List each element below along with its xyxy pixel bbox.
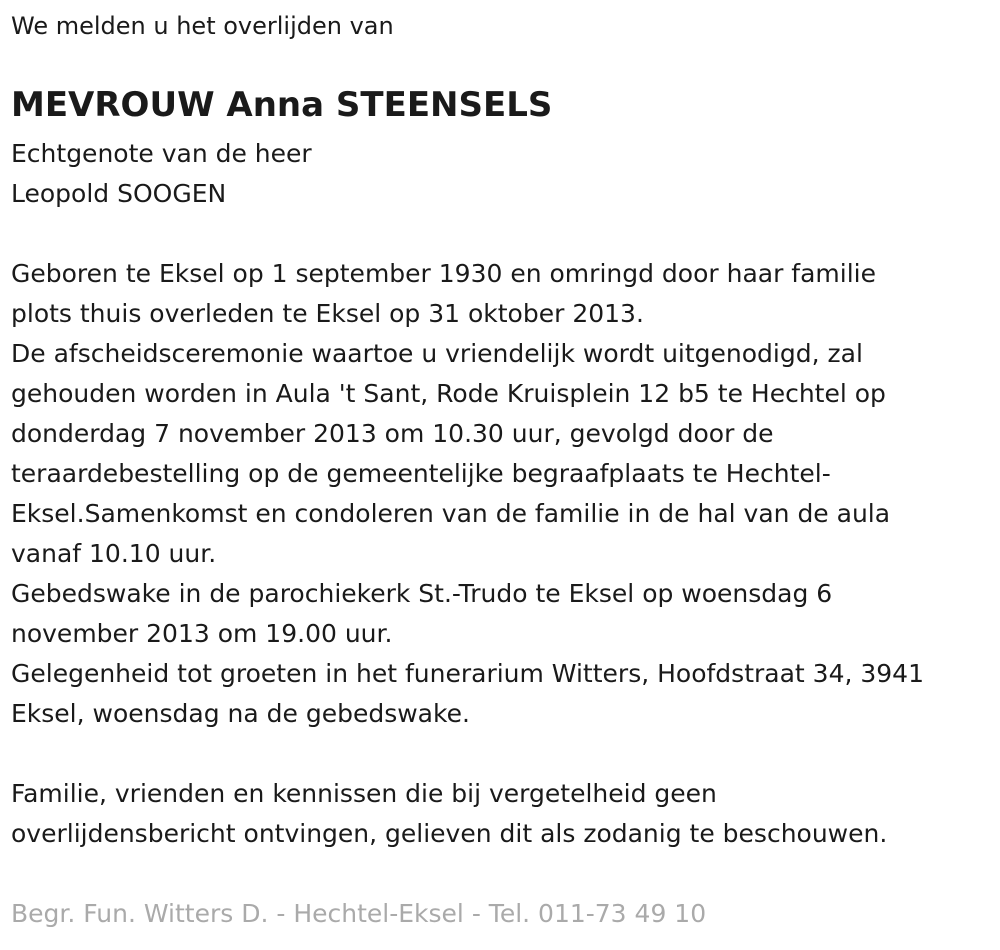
body-line: gehouden worden in Aula 't Sant, Rode Kruisplein 12 b5 te Hechtel op: [11, 379, 886, 408]
body-line: Gelegenheid tot groeten in het funerarium Witters, Hoofdstraat 34, 3941: [11, 659, 924, 688]
body-line: vanaf 10.10 uur.: [11, 539, 217, 568]
body-line: Geboren te Eksel op 1 september 1930 en omringd door haar familie: [11, 259, 877, 288]
intro-text: We melden u het overlijden van: [11, 12, 394, 40]
body-line: Eksel, woensdag na de gebedswake.: [11, 699, 470, 728]
body-line: Eksel.Samenkomst en condoleren van de familie in de hal van de aula: [11, 499, 891, 528]
spouse-line: Leopold SOOGEN: [11, 179, 227, 208]
body-paragraph: [11, 254, 924, 734]
body-line: Gebedswake in de parochiekerk St.-Trudo te Eksel op woensdag 6: [11, 579, 833, 608]
spouse-line: Echtgenote van de heer: [11, 139, 312, 168]
closing-line: overlijdensbericht ontvingen, gelieven dit als zodanig te beschouwen.: [11, 819, 888, 848]
spouse-block: [11, 134, 312, 214]
closing-line: Familie, vrienden en kennissen die bij vergetelheid geen: [11, 779, 717, 808]
body-line: november 2013 om 19.00 uur.: [11, 619, 393, 648]
body-line: donderdag 7 november 2013 om 10.30 uur, gevolgd door de: [11, 419, 774, 448]
deceased-name: MEVROUW Anna STEENSELS: [11, 85, 553, 125]
funeral-home-footer: Begr. Fun. Witters D. - Hechtel-Eksel - Tel. 011-73 49 10: [11, 899, 707, 928]
body-line: teraardebestelling op de gemeentelijke begraafplaats te Hechtel-: [11, 459, 831, 488]
closing-paragraph: [11, 774, 887, 854]
body-line: plots thuis overleden te Eksel op 31 oktober 2013.: [11, 299, 644, 328]
body-line: De afscheidsceremonie waartoe u vriendelijk wordt uitgenodigd, zal: [11, 339, 863, 368]
